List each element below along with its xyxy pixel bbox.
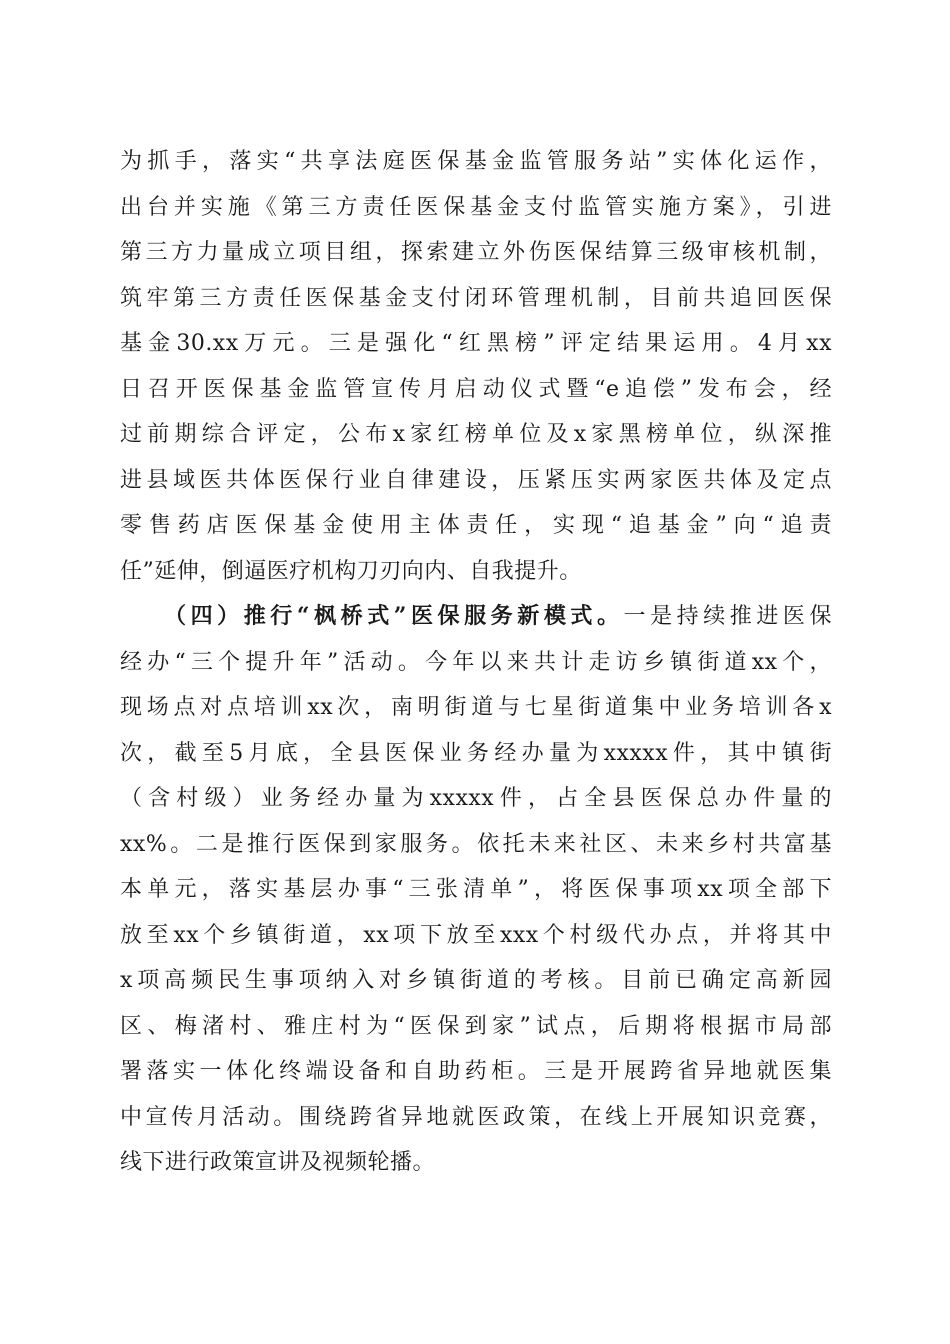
text-line: 线下进行政策宣讲及视频轮播。 xyxy=(120,1150,436,1175)
text-line: 经办“三个提升年”活动。今年以来共计走访乡镇街道xx个， xyxy=(120,649,832,675)
text-line-first xyxy=(120,594,832,640)
text-line: （含村级）业务经办量为xxxxx件，占全县医保总办件量的 xyxy=(120,786,832,811)
document-body xyxy=(120,139,832,1186)
text-line: 署落实一体化终端设备和自助药柜。三是开展跨省异地就医集 xyxy=(120,1059,832,1084)
text-line: 进县域医共体医保行业自律建设，压紧压实两家医共体及定点 xyxy=(120,467,832,493)
text-line: 放至xx个乡镇街道，xx项下放至xxx个村级代办点，并将其中 xyxy=(120,922,832,948)
text-line: 筑牢第三方责任医保基金支付闭环管理机制，目前共追回医保 xyxy=(120,285,832,311)
text-line: 现场点对点培训xx次，南明街道与七星街道集中业务培训各x xyxy=(120,695,832,720)
text-line: 中宣传月活动。围绕跨省异地就医政策，在线上开展知识竞赛， xyxy=(120,1104,832,1130)
text-line: 次，截至5月底，全县医保业务经办量为xxxxx件，其中镇街 xyxy=(120,740,832,766)
text-line: 区、梅渚村、雅庄村为“医保到家”试点，后期将根据市局部 xyxy=(120,1013,832,1039)
paragraph-continued xyxy=(120,139,832,594)
section-heading: （四）推行“枫桥式”医保服务新模式。 xyxy=(164,603,624,629)
paragraph-section-four xyxy=(120,594,832,1186)
text-line: 零售药店医保基金使用主体责任，实现“追基金”向“追责 xyxy=(120,513,832,538)
text-line: 本单元，落实基层办事“三张清单”，将医保事项xx项全部下 xyxy=(120,877,832,902)
text-line: 任”延伸，倒逼医疗机构刀刃向内、自我提升。 xyxy=(120,558,582,584)
text-line: 第三方力量成立项目组，探索建立外伤医保结算三级审核机制， xyxy=(120,240,832,265)
text-line: x项高频民生事项纳入对乡镇街道的考核。目前已确定高新园 xyxy=(120,968,832,993)
text-line: 日召开医保基金监管宣传月启动仪式暨“e追偿”发布会，经 xyxy=(120,376,832,402)
heading-continuation: 一是持续推进医保 xyxy=(623,604,832,629)
text-line: 基金30.xx万元。三是强化“红黑榜”评定结果运用。4月xx xyxy=(120,331,832,356)
text-line: xx%。二是推行医保到家服务。依托未来社区、未来乡村共富基 xyxy=(120,831,832,857)
text-line: 为抓手，落实“共享法庭医保基金监管服务站”实体化运作， xyxy=(120,149,832,174)
text-line: 过前期综合评定，公布x家红榜单位及x家黑榜单位，纵深推 xyxy=(120,422,832,447)
text-line: 出台并实施《第三方责任医保基金支付监管实施方案》，引进 xyxy=(120,194,832,220)
